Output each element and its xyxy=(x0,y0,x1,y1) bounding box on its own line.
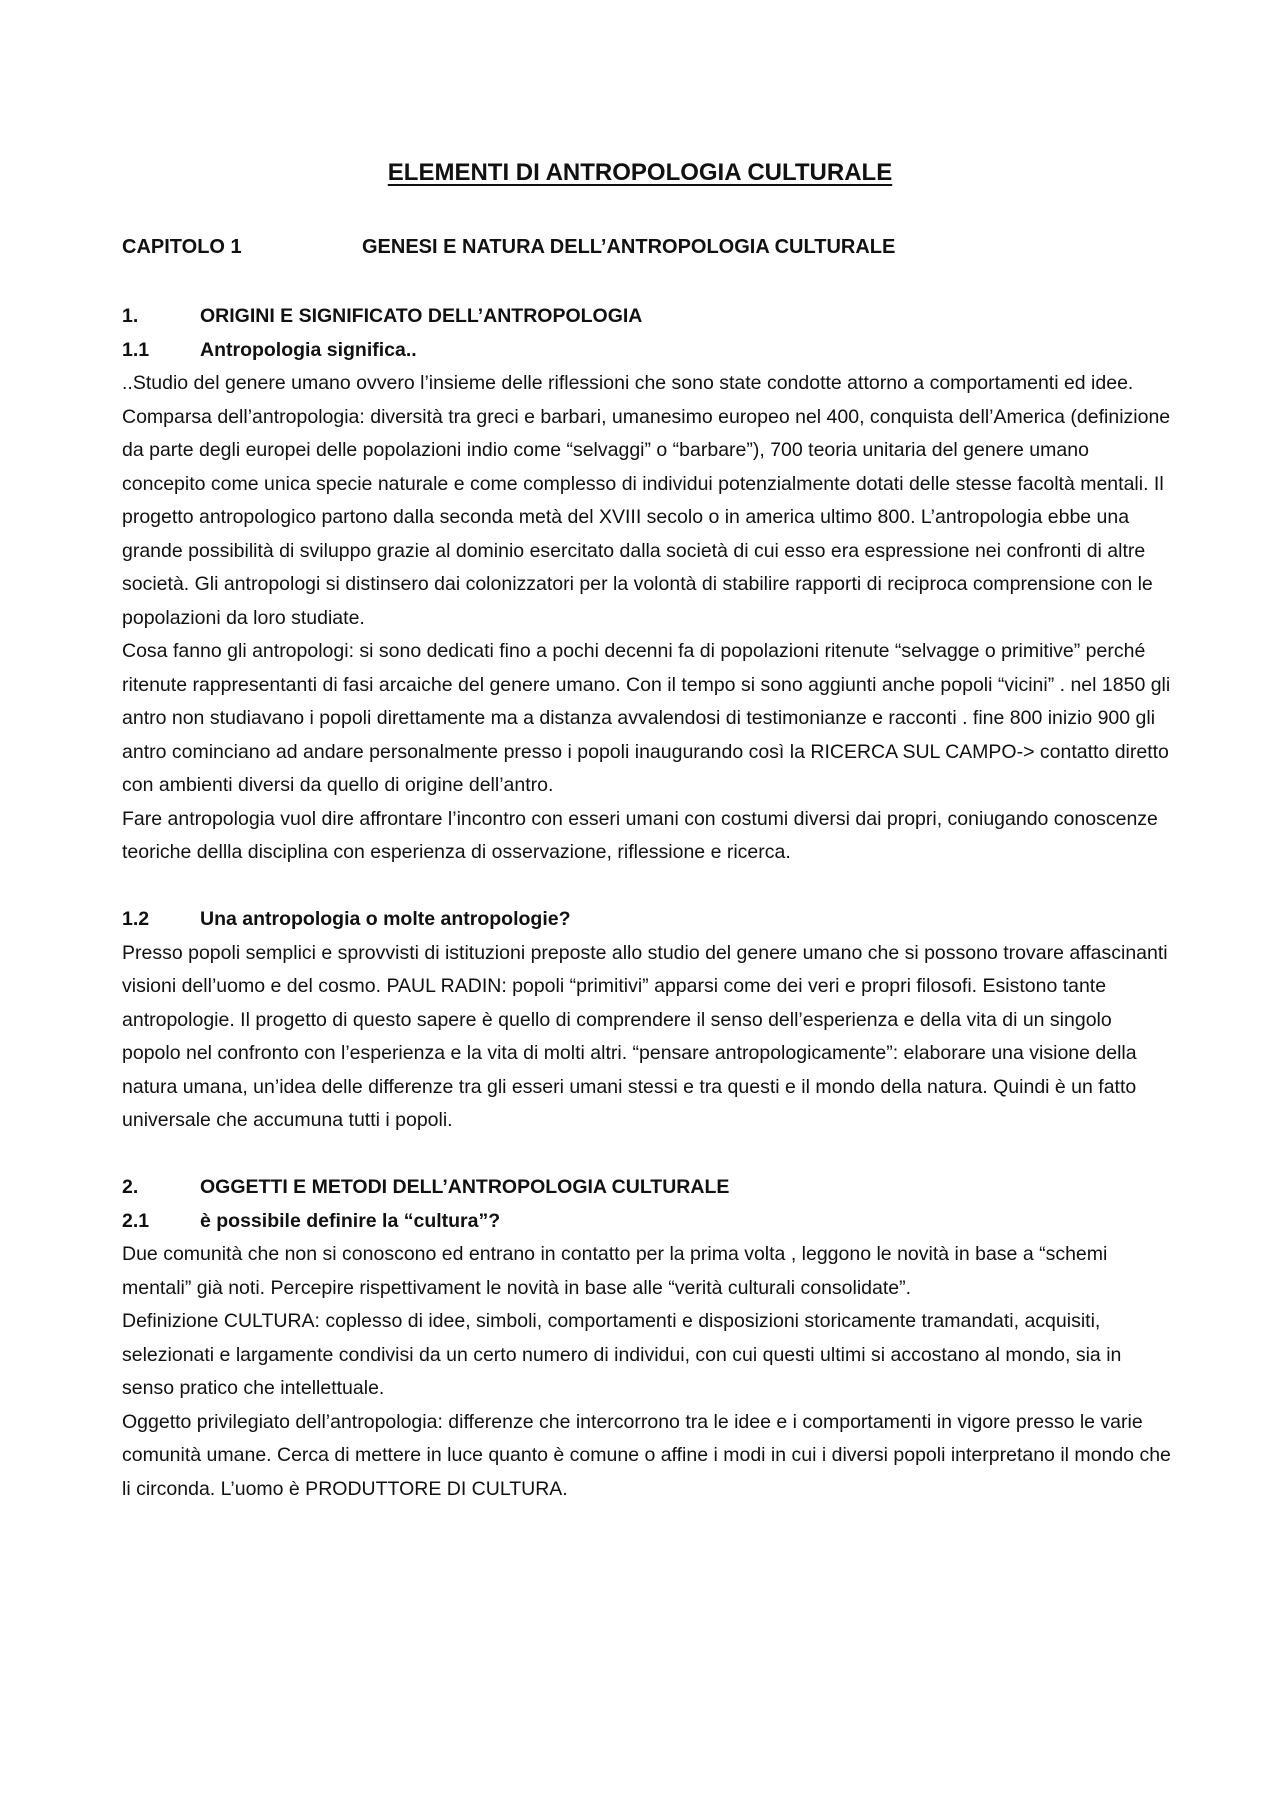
subsection-title: Antropologia significa.. xyxy=(200,338,417,361)
paragraph: Presso popoli semplici e sprovvisti di istituzioni preposte allo studio del genere umano che si possono trovare affascinanti visioni dell’uomo e del cosmo. PAUL RADIN: popoli “primitivi” apparsi come dei veri e propri filosofi. Esistono tante antropologie. Il progetto di questo sapere è quello di comprendere il senso dell’esperienza e della vita di un singolo popolo nel confronto con l’esperienza e la vita di molti altri. “pensare antropologicamente”: elaborare una visione della natura umana, un’idea delle differenze tra gli esseri umani stessi e tra questi e il mondo della natura. Quindi è un fatto universale che accumuna tutti i popoli. xyxy=(122,941,1168,1131)
paragraph: Fare antropologia vuol dire affrontare l’incontro con esseri umani con costumi diversi dai propri, coniugando conoscenze teoriche dellla disciplina con esperienza di osservazione, riflessione e ricerca. xyxy=(122,807,1158,863)
section-number: 1. xyxy=(122,305,139,327)
document-title: ELEMENTI DI ANTROPOLOGIA CULTURALE xyxy=(387,159,893,186)
subsection-number: 1.2 xyxy=(122,908,150,930)
chapter-number: CAPITOLO 1 xyxy=(122,236,242,258)
section-title: OGGETTI E METODI DELL’ANTROPOLOGIA CULTURALE xyxy=(200,1176,730,1198)
subsection-title: Una antropologia o molte antropologie? xyxy=(200,908,571,930)
section-heading xyxy=(122,1171,1172,1205)
paragraph: Definizione CULTURA: coplesso di idee, simboli, comportamenti e disposizioni storicamente tramandati, acquisiti, selezionati e largamente condivisi da un certo numero di individui, con cui questi ultimi si accostano al mondo, sia in senso pratico che intellettuale. xyxy=(122,1310,1122,1399)
subsection-title: è possibile definire la “cultura”? xyxy=(200,1209,501,1232)
section-heading xyxy=(122,300,1172,334)
spacer xyxy=(122,870,1172,904)
chapter-title: GENESI E NATURA DELL’ANTROPOLOGIA CULTURALE xyxy=(362,236,896,258)
section-number: 2. xyxy=(122,1176,139,1198)
subsection-number: 1.1 xyxy=(122,338,150,361)
subsection-heading xyxy=(122,1205,1172,1239)
paragraph: Due comunità che non si conoscono ed entrano in contatto per la prima volta , leggono le novità in base a “schemi mentali” già noti. Percepire rispettivament le novità in base alle “verità culturali consolidate”. xyxy=(122,1243,1108,1299)
chapter-heading xyxy=(122,234,1162,260)
section-title: ORIGINI E SIGNIFICATO DELL’ANTROPOLOGIA xyxy=(200,305,643,327)
subsection-heading xyxy=(122,334,1172,368)
paragraph: Comparsa dell’antropologia: diversità tra greci e barbari, umanesimo europeo nel 400, conquista dell’America (definizione da parte degli europei delle popolazioni indio come “selvaggi” o “barbare”), 700 teoria unitaria del genere umano concepito come unica specie naturale e come complesso di individui potenzialmente dotati delle stesse facoltà mentali. Il progetto antropologico partono dalla seconda metà del XVIII secolo o in america ultimo 800. L’antropologia ebbe una grande possibilità di sviluppo grazie al dominio esercitato dalla società di cui esso era espressione nei confronti di altre società. Gli antropologi si distinsero dai colonizzatori per la volontà di stabilire rapporti di reciproca comprensione con le popolazioni da loro studiate. xyxy=(122,405,1171,629)
subsection-heading xyxy=(122,903,1172,937)
spacer xyxy=(122,1138,1172,1172)
paragraph: ..Studio del genere umano ovvero l’insieme delle riflessioni che sono state condotte attorno a comportamenti ed idee. xyxy=(122,372,1134,394)
document-body xyxy=(122,300,1172,1506)
paragraph: Cosa fanno gli antropologi: si sono dedicati fino a pochi decenni fa di popolazioni ritenute “selvagge o primitive” perché ritenute rappresentanti di fasi arcaiche del genere umano. Con il tempo si sono aggiunti anche popoli “vicini” . nel 1850 gli antro non studiavano i popoli direttamente ma a distanza avvalendosi di testimonianze e racconti . fine 800 inizio 900 gli antro cominciano ad andare personalmente presso i popoli inaugurando così la RICERCA SUL CAMPO-> contatto diretto con ambienti diversi da quello di origine dell’antro. xyxy=(122,640,1171,796)
subsection-number: 2.1 xyxy=(122,1209,150,1232)
paragraph: Oggetto privilegiato dell’antropologia: differenze che intercorrono tra le idee e i comportamenti in vigore presso le varie comunità umane. Cerca di mettere in luce quanto è comune o affine i modi in cui i diversi popoli interpretano il mondo che li circonda. L’uomo è PRODUTTORE DI CULTURA. xyxy=(122,1410,1171,1500)
